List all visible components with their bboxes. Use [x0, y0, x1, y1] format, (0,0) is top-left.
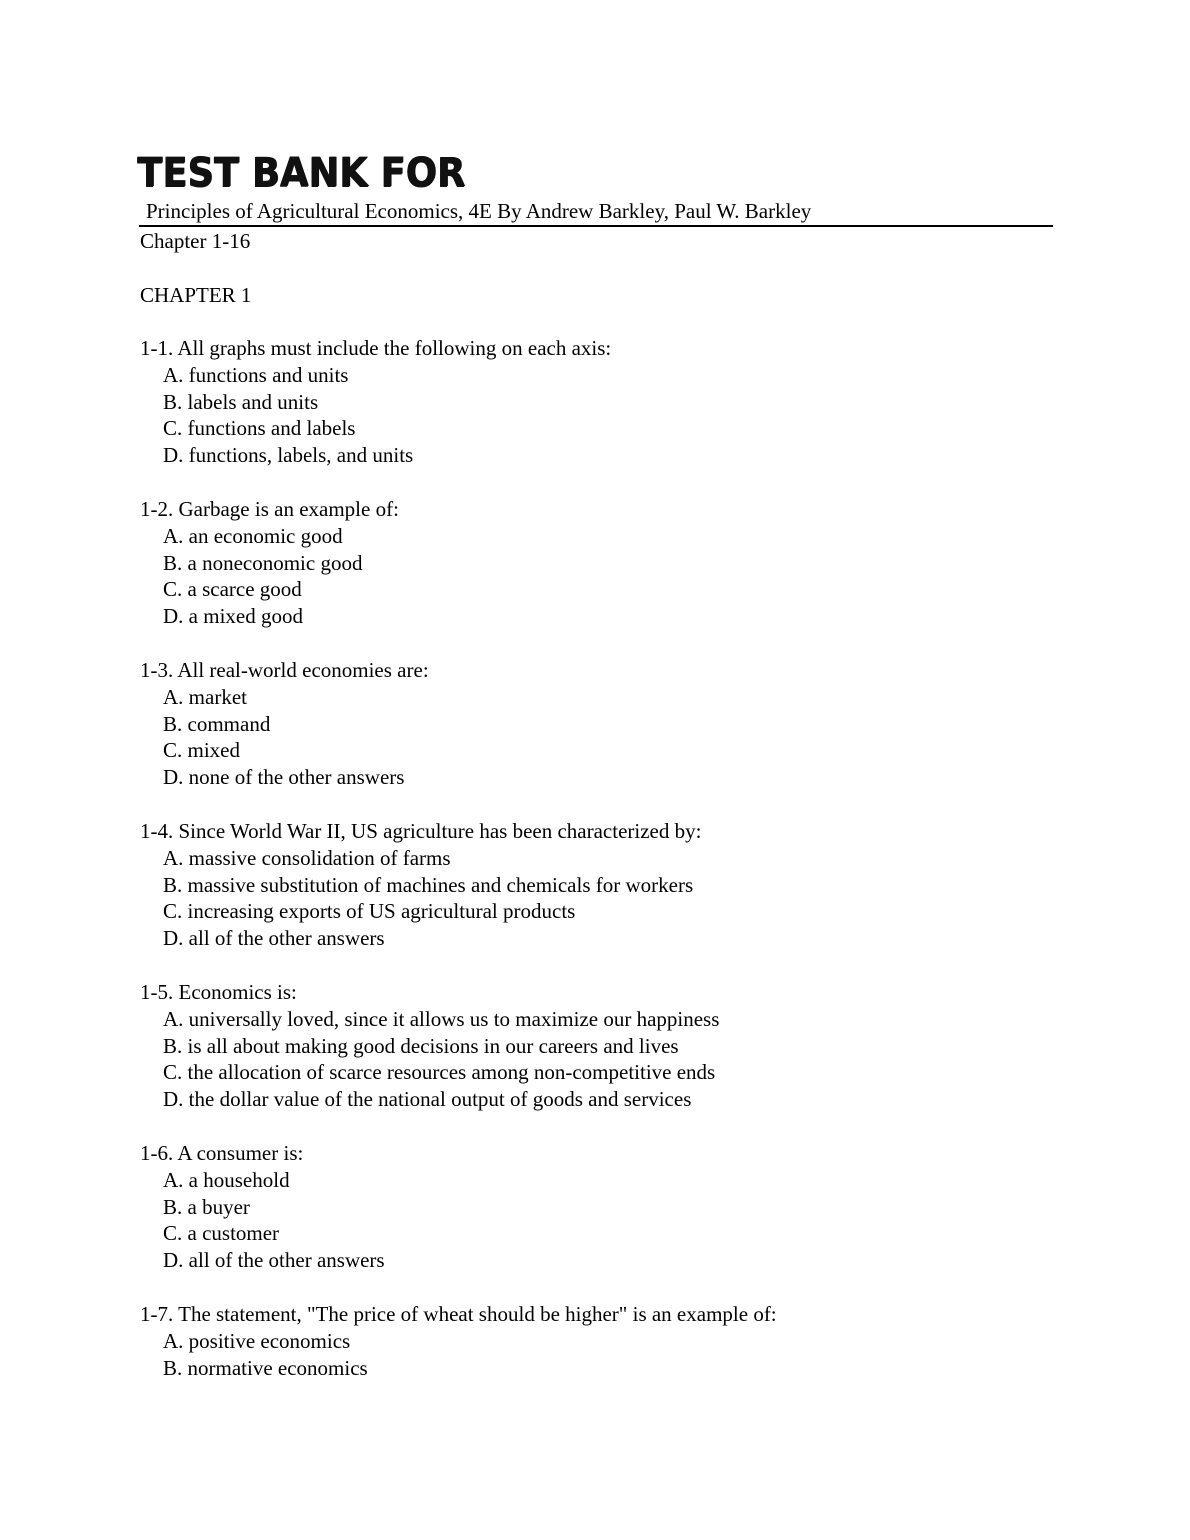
question-item — [140, 335, 1090, 469]
answer-option: C. a scarce good — [163, 577, 302, 602]
question-list — [140, 335, 1090, 1408]
header-divider — [139, 225, 1053, 227]
question-text: 1-7. The statement, "The price of wheat should be higher" is an example of: — [140, 1301, 777, 1326]
question-text: 1-6. A consumer is: — [140, 1140, 304, 1165]
question-text: 1-4. Since World War II, US agriculture has been characterized by: — [140, 818, 702, 843]
answer-option: D. none of the other answers — [163, 765, 405, 790]
question-item — [140, 818, 1090, 952]
answer-option: C. mixed — [163, 738, 240, 763]
chapter-heading: CHAPTER 1 — [140, 283, 252, 307]
answer-option: B. normative economics — [163, 1355, 368, 1380]
answer-option: B. massive substitution of machines and chemicals for workers — [163, 872, 694, 897]
answer-option: A. massive consolidation of farms — [163, 845, 451, 870]
answer-option: C. the allocation of scarce resources among non-competitive ends — [163, 1060, 716, 1085]
question-item — [140, 1301, 1090, 1381]
chapter-range: Chapter 1-16 — [140, 229, 251, 253]
document-title: TEST BANK FOR — [137, 150, 466, 196]
answer-option: D. all of the other answers — [163, 926, 385, 951]
question-text: 1-2. Garbage is an example of: — [140, 496, 399, 521]
question-item — [140, 979, 1090, 1113]
question-text: 1-5. Economics is: — [140, 979, 297, 1004]
question-item — [140, 1140, 1090, 1274]
answer-option: B. command — [163, 711, 271, 736]
answer-option: B. is all about making good decisions in our careers and lives — [163, 1033, 679, 1058]
answer-option: C. functions and labels — [163, 416, 356, 441]
answer-option: A. functions and units — [163, 362, 349, 387]
answer-option: D. all of the other answers — [163, 1248, 385, 1273]
answer-option: A. an economic good — [163, 523, 343, 548]
answer-option: B. labels and units — [163, 389, 319, 414]
answer-option: C. increasing exports of US agricultural products — [163, 899, 576, 924]
answer-option: C. a customer — [163, 1221, 280, 1246]
answer-option: D. a mixed good — [163, 604, 303, 629]
answer-option: A. a household — [163, 1167, 290, 1192]
book-subtitle: Principles of Agricultural Economics, 4E By Andrew Barkley, Paul W. Barkley — [146, 199, 812, 223]
answer-option: B. a buyer — [163, 1194, 250, 1219]
answer-option: D. functions, labels, and units — [163, 443, 414, 468]
answer-option: B. a noneconomic good — [163, 550, 363, 575]
answer-option: D. the dollar value of the national output of goods and services — [163, 1087, 692, 1112]
question-item — [140, 657, 1090, 791]
answer-option: A. market — [163, 684, 247, 709]
answer-option: A. positive economics — [163, 1328, 351, 1353]
question-text: 1-3. All real-world economies are: — [140, 657, 429, 682]
question-text: 1-1. All graphs must include the following on each axis: — [140, 336, 612, 360]
answer-option: A. universally loved, since it allows us to maximize our happiness — [163, 1006, 720, 1031]
question-item — [140, 496, 1090, 630]
